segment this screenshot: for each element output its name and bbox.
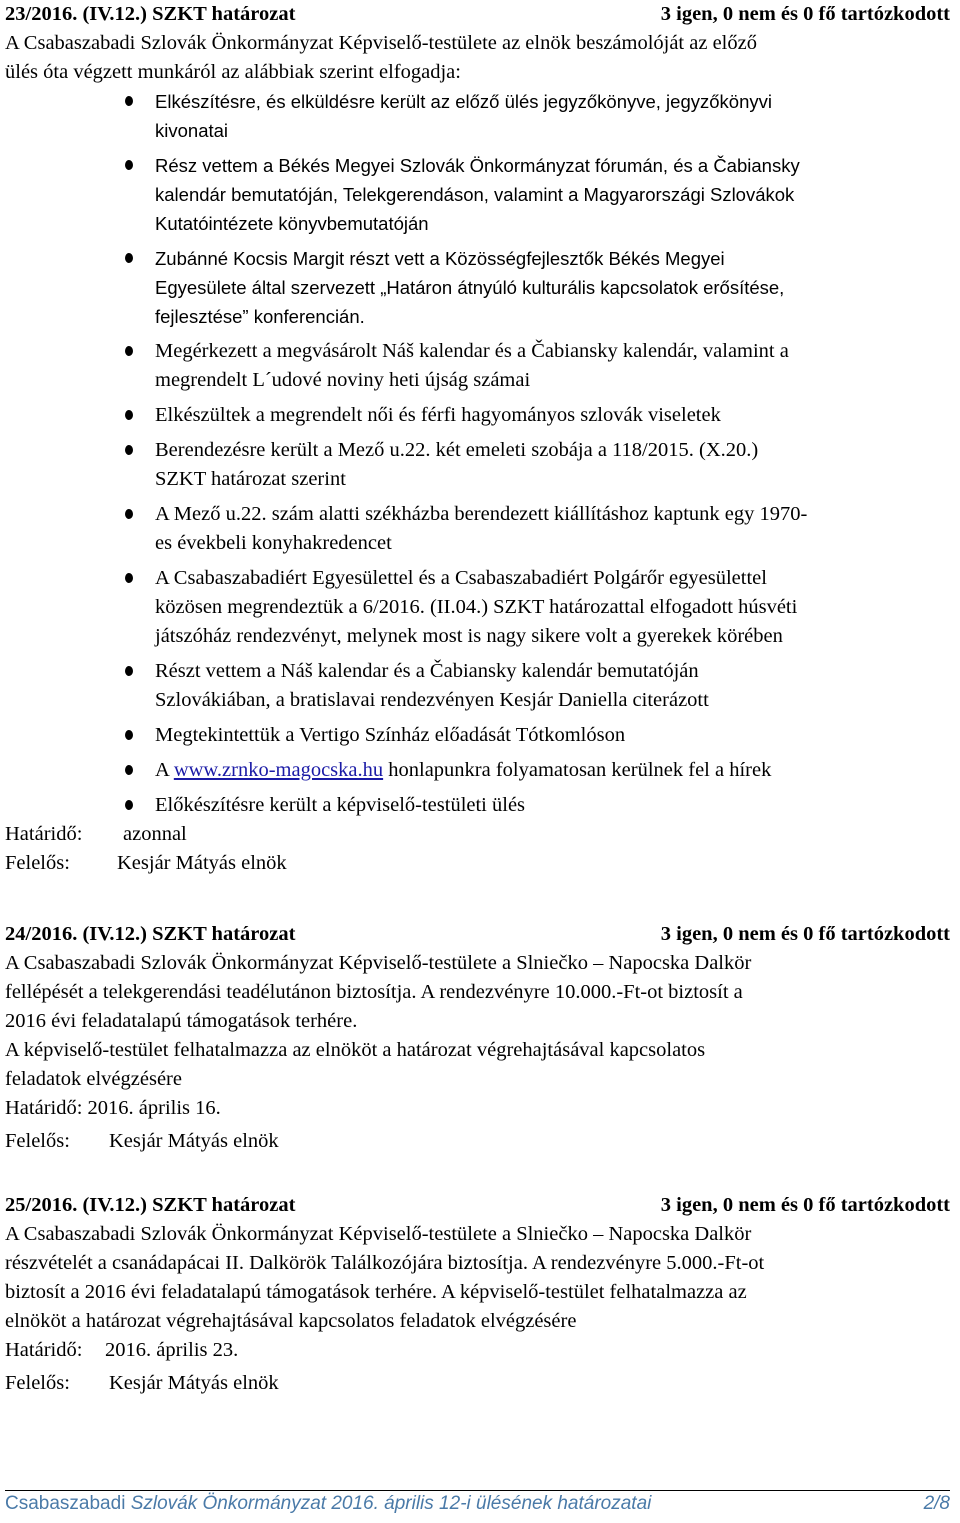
resolution-header: [5, 920, 950, 949]
bullet-item: [5, 500, 950, 558]
bullet-dot-icon: [125, 800, 133, 810]
bullet-item: [5, 244, 950, 331]
bullet-item: [5, 436, 950, 494]
resolution-vote: 3 igen, 0 nem és 0 fő tartózkodott: [660, 1194, 950, 1216]
text-line: A képviselő-testület felhatalmazza az elnököt a határozat végrehajtásával kapcsolatos: [5, 1039, 706, 1061]
bullet-item: [5, 151, 950, 238]
bullet-item: [5, 657, 950, 715]
bullet-text: Berendezésre került a Mező u.22. két emeleti szobája a 118/2015. (X.20.): [155, 439, 759, 461]
resolution-23: [5, 0, 950, 878]
bullet-dot-icon: [125, 160, 133, 170]
text-line: A Csabaszabadi Szlovák Önkormányzat Képviselő-testülete a Slniečko – Napocska Dalkör: [5, 952, 752, 974]
bullet-dot-icon: [125, 666, 133, 676]
responsible-line: Felelős: Kesjár Mátyás elnök: [5, 1130, 279, 1152]
bullet-item: [5, 87, 950, 145]
resolution-intro: [5, 29, 950, 87]
resolution-24: [5, 920, 950, 1156]
bullet-text: fejlesztése” konferencián.: [155, 306, 365, 327]
responsible-line: Felelős: Kesjár Mátyás elnök: [5, 852, 287, 874]
bullet-dot-icon: [125, 765, 133, 775]
bullet-dot-icon: [125, 445, 133, 455]
bullet-dot-icon: [125, 346, 133, 356]
website-link[interactable]: www.zrnko-magocska.hu: [173, 759, 384, 781]
bullet-dot-icon: [125, 253, 133, 263]
resolution-header: [5, 1191, 950, 1220]
bullet-text: kivonatai: [155, 120, 229, 141]
bullet-text: Részt vettem a Náš kalendar és a Čabiansky kalendár bemutatóján: [155, 660, 699, 682]
bullet-dot-icon: [125, 509, 133, 519]
document-page: [5, 0, 950, 1398]
resolution-number: 23/2016. (IV.12.) SZKT határozat: [5, 3, 296, 25]
bullet-dot-icon: [125, 410, 133, 420]
bullet-list: [5, 87, 950, 750]
bullet-text: Kutatóintézete könyvbemutatóján: [155, 213, 429, 234]
bullet-text: Egyesülete által szervezett „Határon átnyúló kulturális kapcsolatok erősítése,: [155, 277, 785, 298]
bullet-text: A Mező u.22. szám alatti székházba berendezett kiállításhoz kaptunk egy 1970-: [155, 503, 808, 525]
bullet-dot-icon: [125, 96, 133, 106]
responsible-line: Felelős: Kesjár Mátyás elnök: [5, 1372, 279, 1394]
resolution-vote: 3 igen, 0 nem és 0 fő tartózkodott: [660, 923, 950, 945]
bullet-text: A Csabaszabadiért Egyesülettel és a Csabaszabadiért Polgárőr egyesülettel: [155, 567, 767, 589]
bullet-item: [5, 564, 950, 651]
text-line: biztosít a 2016 évi feladatalapú támogatások terhére. A képviselő-testület felhatalmazza az: [5, 1281, 747, 1303]
text-line: elnököt a határozat végrehajtásával kapcsolatos feladatok elvégzésére: [5, 1310, 577, 1332]
bullet-dot-icon: [125, 730, 133, 740]
text-line: 2016 évi feladatalapú támogatások terhére.: [5, 1010, 358, 1032]
bullet-item: [5, 721, 950, 750]
resolution-header: [5, 0, 950, 29]
deadline-line: Határidő: 2016. április 16.: [5, 1097, 221, 1119]
bullet-text: közösen megrendeztük a 6/2016. (II.04.) SZKT határozattal elfogadott húsvéti: [155, 596, 798, 618]
bullet-text: játszóház rendezvényt, melynek most is nagy sikere volt a gyerekek körében: [155, 625, 783, 647]
text-line: feladatok elvégzésére: [5, 1068, 182, 1090]
bullet-text: Szlovákiában, a bratislavai rendezvényen Kesjár Daniella citerázott: [155, 689, 709, 711]
text-line: ülés óta végzett munkáról az alábbiak szerint elfogadja:: [5, 61, 461, 83]
bullet-text: kalendár bemutatóján, Telekgerendáson, valamint a Magyarországi Szlovákok: [155, 184, 795, 205]
bullet-text: megrendelt L´udové noviny heti újság számai: [155, 369, 531, 391]
text-line: fellépését a telekgerendási teadélutánon biztosítja. A rendezvényre 10.000.-Ft-ot biztosít a: [5, 981, 743, 1003]
bullet-text: Megtekintettük a Vertigo Színház előadását Tótkomlóson: [155, 724, 626, 746]
bullet-item-website: A www.zrnko-magocska.hu honlapunkra folyamatosan kerülnek fel a hírek: [5, 756, 950, 785]
bullet-dot-icon: [125, 573, 133, 583]
resolution-vote: 3 igen, 0 nem és 0 fő tartózkodott: [660, 3, 950, 25]
page-footer: [5, 1490, 950, 1515]
bullet-text: Zubánné Kocsis Margit részt vett a Közösségfejlesztők Békés Megyei: [155, 248, 725, 269]
resolution-number: 24/2016. (IV.12.) SZKT határozat: [5, 923, 296, 945]
resolution-number: 25/2016. (IV.12.) SZKT határozat: [5, 1194, 296, 1216]
bullet-item: [5, 401, 950, 430]
bullet-list-tail: [5, 756, 950, 820]
bullet-text: Elkészültek a megrendelt női és férfi hagyományos szlovák viseletek: [155, 404, 721, 426]
resolution-25: [5, 1191, 950, 1398]
bullet-text: Megérkezett a megvásárolt Náš kalendar és a Čabiansky kalendár, valamint a: [155, 340, 789, 362]
page-number: 2/8: [923, 1493, 950, 1514]
bullet-text: SZKT határozat szerint: [155, 468, 346, 490]
bullet-text: Rész vettem a Békés Megyei Szlovák Önkormányzat fórumán, és a Čabiansky: [155, 155, 800, 176]
text-line: részvételét a csanádapácai II. Dalkörök Találkozójára biztosítja. A rendezvényre 5.000.-Ft-ot: [5, 1252, 765, 1274]
text-line: A Csabaszabadi Szlovák Önkormányzat Képviselő-testülete a Slniečko – Napocska Dalkör: [5, 1223, 752, 1245]
deadline-line: Határidő: azonnal: [5, 823, 187, 845]
footer-title: Csabaszabadi Szlovák Önkormányzat 2016. április 12-i ülésének határozatai: [5, 1493, 652, 1514]
resolution-body: [5, 1220, 950, 1336]
bullet-text: Elkészítésre, és elküldésre került az előző ülés jegyzőkönyve, jegyzőkönyvi: [155, 91, 772, 112]
bullet-item: [5, 337, 950, 395]
deadline-line: Határidő: 2016. április 23.: [5, 1339, 239, 1361]
bullet-item-preparation: Előkészítésre került a képviselő-testületi ülés: [5, 791, 950, 820]
bullet-text: es évekbeli konyhakredencet: [155, 532, 392, 554]
resolution-body: [5, 949, 950, 1094]
text-line: A Csabaszabadi Szlovák Önkormányzat Képviselő-testülete az elnök beszámolóját az előző: [5, 32, 757, 54]
